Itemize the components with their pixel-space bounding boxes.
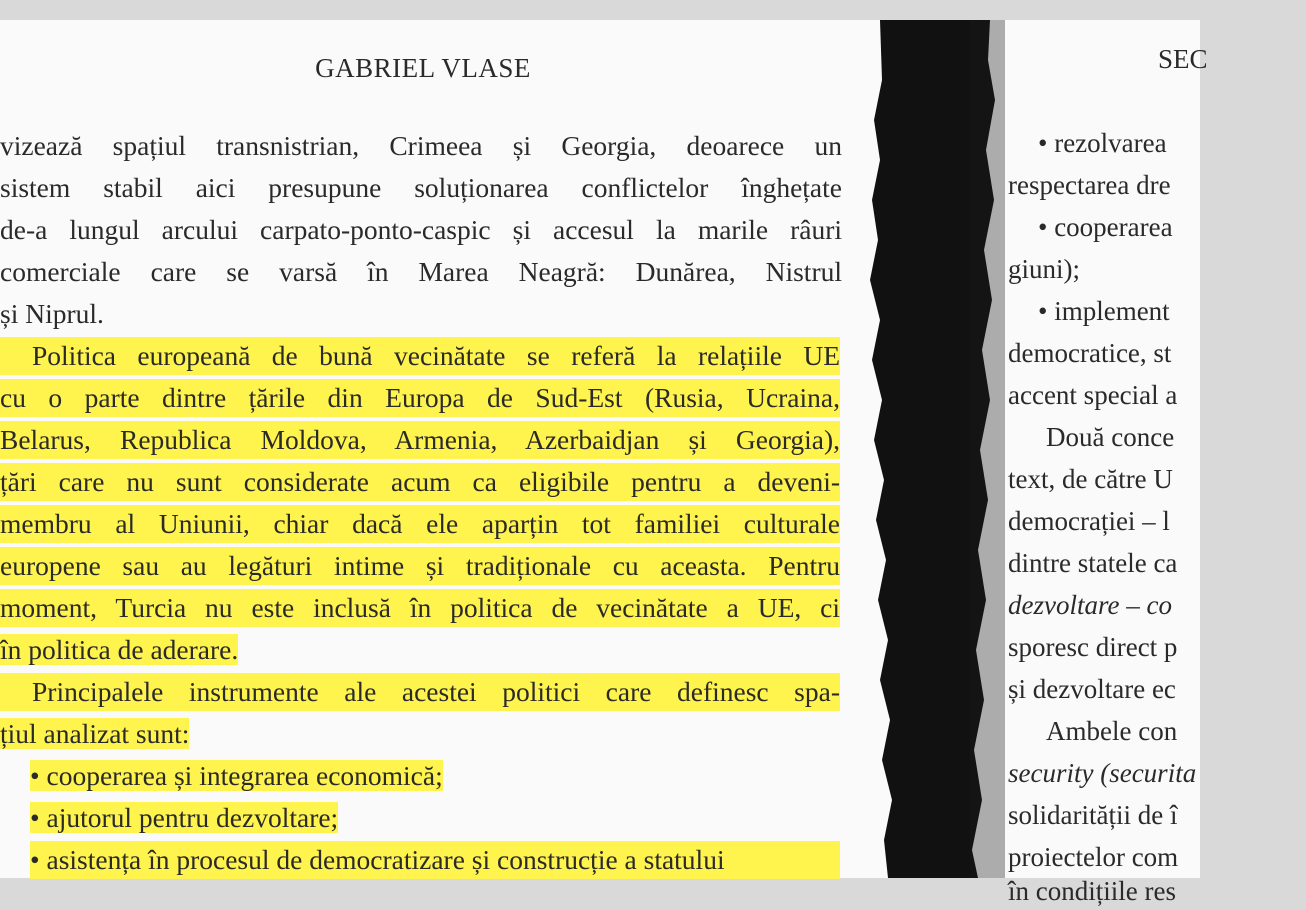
highlighted-bullet: • asistența în procesul de democratizare și construcție a statului xyxy=(0,841,842,879)
highlighted-line: moment, Turcia nu este inclusă în politica de vecinătate a UE, ci xyxy=(0,589,842,627)
text-line: și Niprul. xyxy=(0,298,104,329)
highlighted-bullet: • ajutorul pentru dezvoltare; xyxy=(30,802,339,833)
highlighted-line: Principalele instrumente ale acestei politici care definesc spa- xyxy=(0,673,842,711)
text-line: Două conce xyxy=(1046,422,1175,452)
running-head-right: SEC xyxy=(1158,44,1208,74)
highlighted-line: membru al Uniunii, chiar dacă ele aparțin tot familiei culturale xyxy=(0,505,842,543)
text-line: respectarea dre xyxy=(1008,170,1171,200)
text-line: accent special a xyxy=(1008,380,1178,410)
text-line: dezvoltare – co xyxy=(1008,590,1172,620)
text-line: și dezvoltare ec xyxy=(1008,674,1176,704)
running-head-left: GABRIEL VLASE xyxy=(315,53,531,83)
text-line: security (securita xyxy=(1008,758,1197,788)
text-line: democratice, st xyxy=(1008,338,1172,368)
text-line: de-a lungul arcului carpato-ponto-caspic și accesul la marile râuri xyxy=(0,214,842,245)
text-line: Ambele con xyxy=(1046,716,1178,746)
highlighted-line: țiul analizat sunt: xyxy=(0,718,190,749)
text-line: sistem stabil aici presupune soluționarea conflictelor înghețate xyxy=(0,172,842,203)
text-line: comerciale care se varsă în Marea Neagră: Dunărea, Nistrul xyxy=(0,256,842,287)
text-line: în condițiile res xyxy=(1008,876,1176,906)
text-line: vizează spațiul transnistrian, Crimeea și Georgia, deoarece un xyxy=(0,130,842,161)
text-line: text, de către U xyxy=(1008,464,1173,494)
highlighted-line: europene sau au legături intime și tradiționale cu aceasta. Pentru xyxy=(0,547,842,585)
left-page xyxy=(0,20,870,878)
right-page xyxy=(990,20,1250,906)
highlighted-line: Politica europeană de bună vecinătate se referă la relațiile UE xyxy=(0,337,842,375)
text-line: • implement xyxy=(1038,296,1170,326)
highlighted-bullet: • cooperarea și integrarea economică; xyxy=(30,760,443,791)
highlighted-line: Belarus, Republica Moldova, Armenia, Azerbaidjan și Georgia), xyxy=(0,421,842,459)
text-line: giuni); xyxy=(1008,254,1080,284)
text-line: solidarității de î xyxy=(1008,800,1178,830)
text-line: • rezolvarea xyxy=(1038,128,1167,158)
text-line: • cooperarea xyxy=(1038,212,1173,242)
text-line: dintre statele ca xyxy=(1008,548,1178,578)
highlighted-line: în politica de aderare. xyxy=(0,634,239,665)
binding-shadow xyxy=(870,20,1005,878)
highlighted-line: cu o parte dintre țările din Europa de Sud-Est (Rusia, Ucraina, xyxy=(0,379,842,417)
text-line: sporesc direct p xyxy=(1008,632,1178,662)
highlighted-line: țări care nu sunt considerate acum ca eligibile pentru a deveni- xyxy=(0,463,842,501)
scanned-spread xyxy=(0,20,1208,906)
text-line: proiectelor com xyxy=(1008,842,1179,872)
text-line: democrației – l xyxy=(1008,506,1170,536)
